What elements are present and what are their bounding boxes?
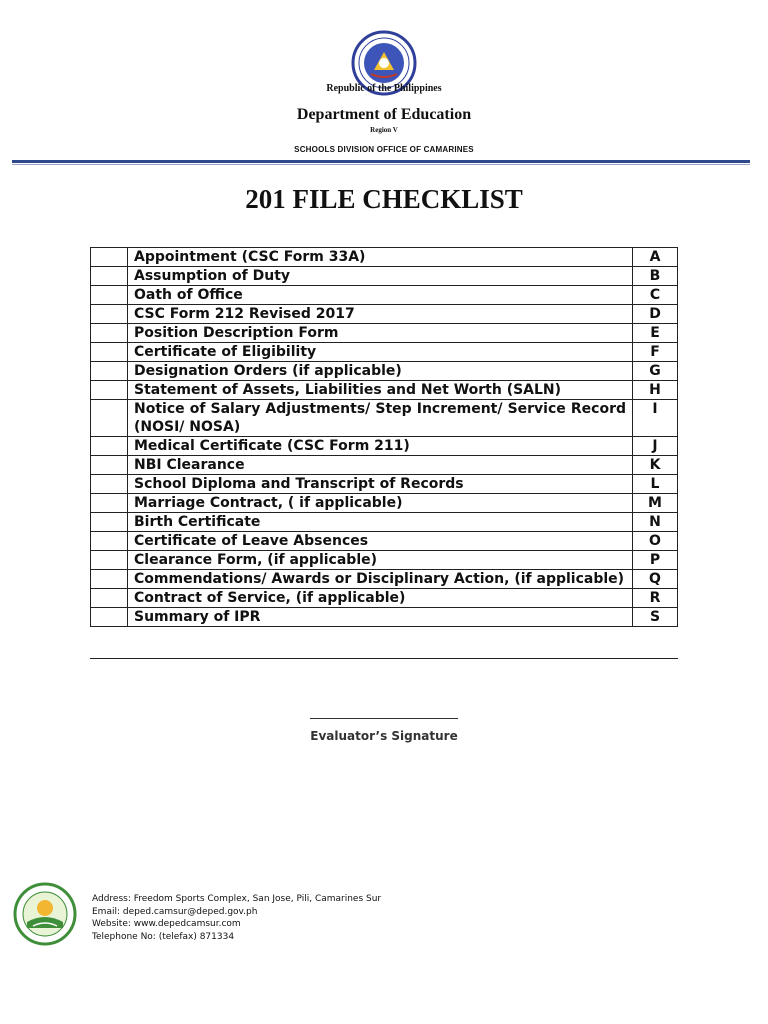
checklist-row — [91, 456, 678, 475]
checklist-item: CSC Form 212 Revised 2017 — [128, 305, 633, 324]
checklist-code: J — [633, 437, 678, 456]
republic-heading: Republic of the Philippines — [326, 83, 442, 94]
checklist-code: H — [633, 381, 678, 400]
checklist-item: Oath of Office — [128, 286, 633, 305]
checklist-item: Medical Certificate (CSC Form 211) — [128, 437, 633, 456]
checklist-row — [91, 381, 678, 400]
checklist-row — [91, 305, 678, 324]
checkbox-cell[interactable] — [91, 589, 128, 608]
checkbox-cell[interactable] — [91, 570, 128, 589]
checklist-item: Marriage Contract, ( if applicable) — [128, 494, 633, 513]
checklist-item: Assumption of Duty — [128, 267, 633, 286]
checklist-code: B — [633, 267, 678, 286]
website-line: Website: www.depedcamsur.com — [92, 919, 241, 929]
checkbox-cell[interactable] — [91, 513, 128, 532]
checkbox-cell[interactable] — [91, 362, 128, 381]
checklist-item: Appointment (CSC Form 33A) — [128, 248, 633, 267]
checklist-row — [91, 437, 678, 456]
telephone-line: Telephone No: (telefax) 871334 — [92, 931, 235, 942]
email-line: Email: deped.camsur@deped.gov.ph — [92, 906, 258, 917]
checklist-code: P — [633, 551, 678, 570]
checklist-code: K — [633, 456, 678, 475]
checklist-item: Certificate of Leave Absences — [128, 532, 633, 551]
table-bottom-rule — [90, 658, 678, 659]
checkbox-cell[interactable] — [91, 437, 128, 456]
checkbox-cell[interactable] — [91, 456, 128, 475]
address-line: Address: Freedom Sports Complex, San Jose, Pili, Camarines Sur — [92, 894, 382, 904]
checklist-item: Birth Certificate — [128, 513, 633, 532]
checklist-code: R — [633, 589, 678, 608]
checklist-row — [91, 343, 678, 362]
checklist-item: NBI Clearance — [128, 456, 633, 475]
checkbox-cell[interactable] — [91, 400, 128, 437]
checklist-code: F — [633, 343, 678, 362]
checklist-code: C — [633, 286, 678, 305]
evaluator-signature-label: Evaluator’s Signature — [310, 729, 458, 743]
region-label: Region V — [370, 126, 398, 134]
checklist-item: Clearance Form, (if applicable) — [128, 551, 633, 570]
checklist-row — [91, 267, 678, 286]
checklist-row — [91, 532, 678, 551]
checklist-item: Designation Orders (if applicable) — [128, 362, 633, 381]
checkbox-cell[interactable] — [91, 608, 128, 627]
checklist-row — [91, 494, 678, 513]
checklist-row — [91, 475, 678, 494]
checkbox-cell[interactable] — [91, 286, 128, 305]
checkbox-cell[interactable] — [91, 324, 128, 343]
checkbox-cell[interactable] — [91, 475, 128, 494]
division-label: SCHOOLS DIVISION OFFICE OF CAMARINES — [294, 145, 474, 154]
checklist-code: Q — [633, 570, 678, 589]
checkbox-cell[interactable] — [91, 494, 128, 513]
checkbox-cell[interactable] — [91, 343, 128, 362]
checklist-code: G — [633, 362, 678, 381]
checklist-row — [91, 248, 678, 267]
checklist-item: Statement of Assets, Liabilities and Net Worth (SALN) — [128, 381, 633, 400]
checklist-code: M — [633, 494, 678, 513]
header-rule — [12, 160, 750, 163]
checklist-item: School Diploma and Transcript of Records — [128, 475, 633, 494]
checklist-code: N — [633, 513, 678, 532]
checklist-item: Summary of IPR — [128, 608, 633, 627]
checklist-item: Contract of Service, (if applicable) — [128, 589, 633, 608]
contact-info — [92, 893, 381, 943]
checklist-row — [91, 400, 678, 437]
checkbox-cell[interactable] — [91, 305, 128, 324]
checkbox-cell[interactable] — [91, 551, 128, 570]
checklist-item: Commendations/ Awards or Disciplinary Action, (if applicable) — [128, 570, 633, 589]
signature-line — [310, 718, 458, 719]
department-heading: Department of Education — [296, 106, 472, 123]
checklist-code: O — [633, 532, 678, 551]
checklist-item: Notice of Salary Adjustments/ Step Increment/ Service Record (NOSI/ NOSA) — [128, 400, 633, 437]
checklist-code: I — [633, 400, 678, 437]
checklist-row — [91, 513, 678, 532]
checkbox-cell[interactable] — [91, 267, 128, 286]
checklist-code: D — [633, 305, 678, 324]
checklist-row — [91, 324, 678, 343]
checklist-row — [91, 589, 678, 608]
checklist-row — [91, 286, 678, 305]
checklist-code: A — [633, 248, 678, 267]
document-title: 201 FILE CHECKLIST — [245, 184, 523, 214]
checkbox-cell[interactable] — [91, 248, 128, 267]
checklist-code: E — [633, 324, 678, 343]
checklist-item: Position Description Form — [128, 324, 633, 343]
checklist-row — [91, 570, 678, 589]
division-logo-icon — [13, 882, 77, 946]
header-rule-thin — [12, 164, 750, 165]
checklist-table — [90, 247, 678, 627]
checkbox-cell[interactable] — [91, 532, 128, 551]
checklist-item: Certificate of Eligibility — [128, 343, 633, 362]
checkbox-cell[interactable] — [91, 381, 128, 400]
checklist-row — [91, 362, 678, 381]
checklist-row — [91, 608, 678, 627]
checklist-code: S — [633, 608, 678, 627]
checklist-row — [91, 551, 678, 570]
checklist-code: L — [633, 475, 678, 494]
